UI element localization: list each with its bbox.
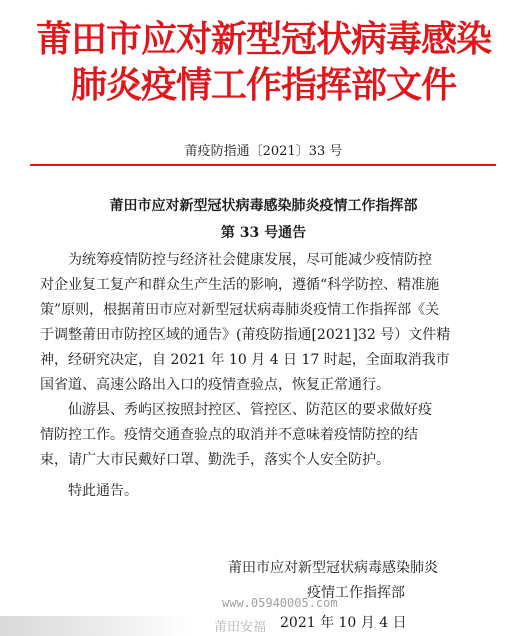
red-divider-line [30, 164, 496, 166]
body-line: 国省道、高速公路出入口的疫情查验点，恢复正常通行。 [40, 377, 390, 393]
body-line: 于调整莆田市防控区域的通告》(莆疫防指通[2021]32 号）文件精 [40, 327, 451, 343]
signature-org-line2: 疫情工作指挥部 [307, 585, 405, 601]
notice-title-line1: 莆田市应对新型冠状病毒感染肺炎疫情工作指挥部 [109, 198, 418, 214]
body-line: 特此通告。 [40, 483, 138, 499]
watermark-site-name: 莆田安福 [214, 620, 267, 635]
body-line: 策”原则，根据莆田市应对新型冠状病毒肺炎疫情工作指挥部《关 [40, 302, 440, 318]
signature-date: 2021 年 10 月 4 日 [280, 615, 407, 631]
document-header-line2: 肺炎疫情工作指挥部文件 [70, 65, 456, 106]
signature-org-line1: 莆田市应对新型冠状病毒感染肺炎 [228, 560, 438, 576]
body-line: 情防控工作。疫情交通查验点的取消并不意味着疫情防控的结 [40, 427, 418, 443]
body-line: 仙游县、秀屿区按照封控区、管控区、防范区的要求做好疫 [40, 402, 432, 418]
body-line: 对企业复工复产和群众生产生活的影响，遵循“科学防控、精准施 [40, 277, 440, 293]
document-header-line1: 莆田市应对新型冠状病毒感染 [35, 19, 491, 60]
watermark-url: www.05940005.com [222, 596, 338, 610]
body-line: 束，请广大市民戴好口罩、勤洗手，落实个人安全防护。 [40, 452, 390, 468]
notice-title-line2: 第 33 号通告 [220, 225, 307, 241]
page-corner-shadow [0, 616, 190, 636]
notice-body [40, 248, 506, 504]
body-line: 神，经研究决定，自 2021 年 10 月 4 日 17 时起，全面取消我市 [40, 352, 450, 368]
document-number: 莆疫防指通〔2021〕33 号 [184, 144, 343, 159]
body-line: 为统筹疫情防控与经济社会健康发展，尽可能减少疫情防控 [40, 252, 432, 268]
